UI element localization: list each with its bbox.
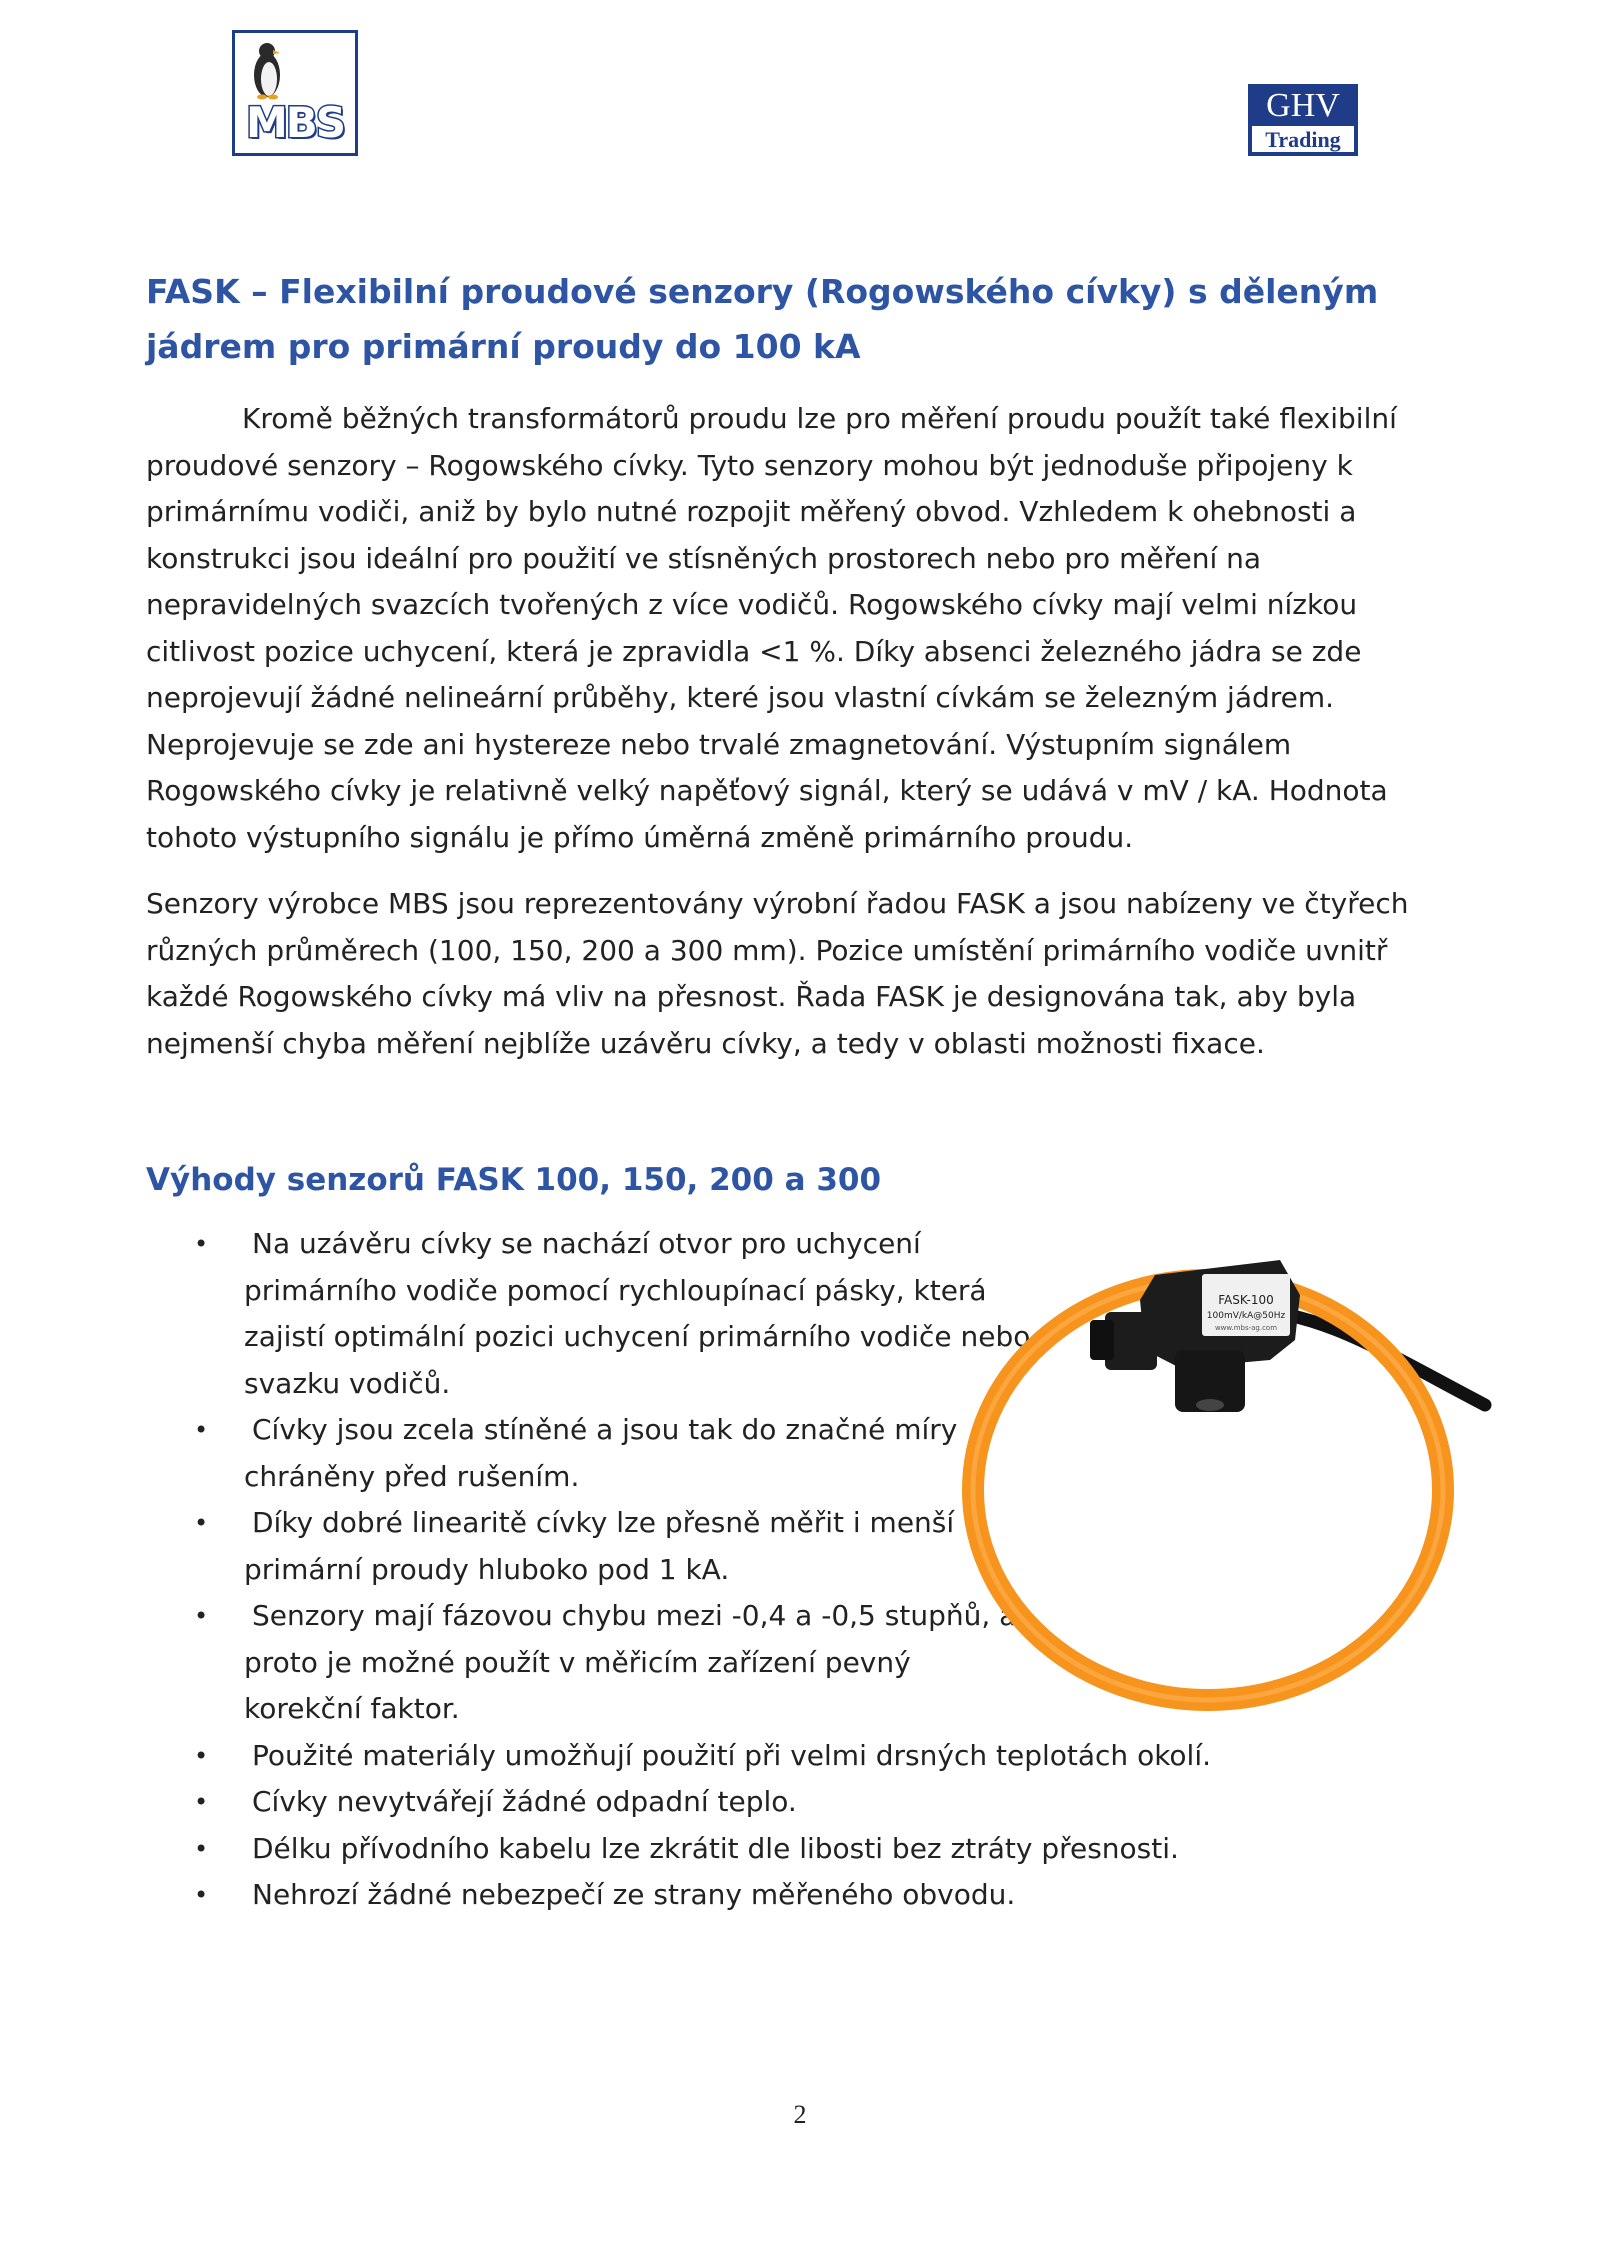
list-item-text: Délku přívodního kabelu lze zkrátit dle libosti bez ztráty přesnosti. <box>252 1831 1179 1865</box>
bullet-icon: • <box>194 1416 209 1444</box>
mbs-logo-text: MBS <box>245 98 345 147</box>
list-item-text: Nehrozí žádné nebezpečí ze strany měřeného obvodu. <box>252 1878 1016 1911</box>
list-item <box>146 1872 1436 1919</box>
list-item <box>146 1221 1034 1407</box>
mbs-series-paragraph: Senzory výrobce MBS jsou reprezentovány výrobní řadou FASK a jsou nabízeny ve čtyřech různých průměrech (100, 150, 200 a 300 mm). Pozice umístění primárního vodiče uvnitř každé Rogowského cívky má vliv na přesnost. Řada FASK je designována tak, aby byla nejmenší chyba měření nejblíže uzávěru cívky, a tedy v oblasti možnosti fixace. <box>146 887 1409 1060</box>
list-item <box>146 1779 1436 1826</box>
bullet-icon: • <box>194 1602 209 1630</box>
list-item-text: Použité materiály umožňují použití při velmi drsných teplotách okolí. <box>252 1738 1211 1772</box>
list-item <box>146 1407 1034 1500</box>
list-item-text: Senzory mají fázovou chybu mezi -0,4 a -0,5 stupňů, a proto je možné použít v měřicím zařízení pevný korekční faktor. <box>244 1599 1017 1725</box>
trading-logo-text: Trading <box>1250 126 1356 154</box>
intro-paragraph: Kromě běžných transformátorů proudu lze pro měření proudu použít také flexibilní proudové senzory – Rogowského cívky. Tyto senzory mohou být jednoduše připojeny k primárnímu vodiči, aniž by bylo nutné rozpojit měřený obvod. Vzhledem k ohebnosti a konstrukci jsou ideální pro použití ve stísněných prostorech nebo pro měření na nepravidelných svazcích tvořených z více vodičů. Rogowského cívky mají velmi nízkou citlivost pozice uchycení, která je zpravidla <1 %. Díky absenci železného jádra se zde neprojevují žádné nelineární průběhy, které jsou vlastní cívkám se železným jádrem. Neprojevuje se zde ani hystereze nebo trvalé zmagnetování. Výstupním signálem Rogowského cívky je relativně velký napěťový signál, který se udává v mV / kA. Hodnota tohoto výstupního signálu je přímo úměrná změně primárního proudu. <box>146 402 1397 854</box>
list-item-text: Cívky jsou zcela stíněné a jsou tak do značné míry chráněny před rušením. <box>244 1413 958 1493</box>
list-item <box>146 1733 1436 1780</box>
list-item-text: Díky dobré linearitě cívky lze přesně měřit i menší primární proudy hluboko pod 1 kA. <box>244 1506 955 1586</box>
page-number: 2 <box>793 2100 807 2129</box>
benefits-heading: Výhody senzorů FASK 100, 150, 200 a 300 <box>146 1162 882 1198</box>
list-item <box>146 1826 1436 1873</box>
rogowski-coil-image <box>940 1200 1500 1720</box>
list-item-text: Na uzávěru cívky se nachází otvor pro uchycení primárního vodiče pomocí rychloupínací pásky, která zajistí optimální pozici uchycení primárního vodiče nebo svazku vodičů. <box>244 1227 1031 1400</box>
bullet-icon: • <box>194 1741 209 1770</box>
list-item-text: Cívky nevytvářejí žádné odpadní teplo. <box>252 1785 797 1818</box>
coil-label-model: FASK-100 <box>1218 1293 1274 1307</box>
list-item <box>146 1593 1034 1733</box>
bullet-icon: • <box>194 1230 209 1258</box>
mbs-logo <box>232 30 358 156</box>
bullet-icon: • <box>194 1834 209 1863</box>
document-title: FASK – Flexibilní proudové senzory (Rogowského cívky) s děleným jádrem pro primární proudy do 100 kA <box>146 272 1379 366</box>
bullet-icon: • <box>194 1509 209 1537</box>
ghv-logo-text: GHV <box>1266 87 1340 124</box>
coil-label-url: www.mbs-ag.com <box>1214 1324 1278 1332</box>
penguin-icon <box>247 39 287 101</box>
ghv-trading-logo <box>1248 84 1358 156</box>
list-item <box>146 1500 1034 1593</box>
bullet-icon: • <box>194 1788 209 1816</box>
bullet-icon: • <box>194 1881 209 1909</box>
coil-label-sensitivity: 100mV/kA@50Hz <box>1206 1311 1286 1321</box>
